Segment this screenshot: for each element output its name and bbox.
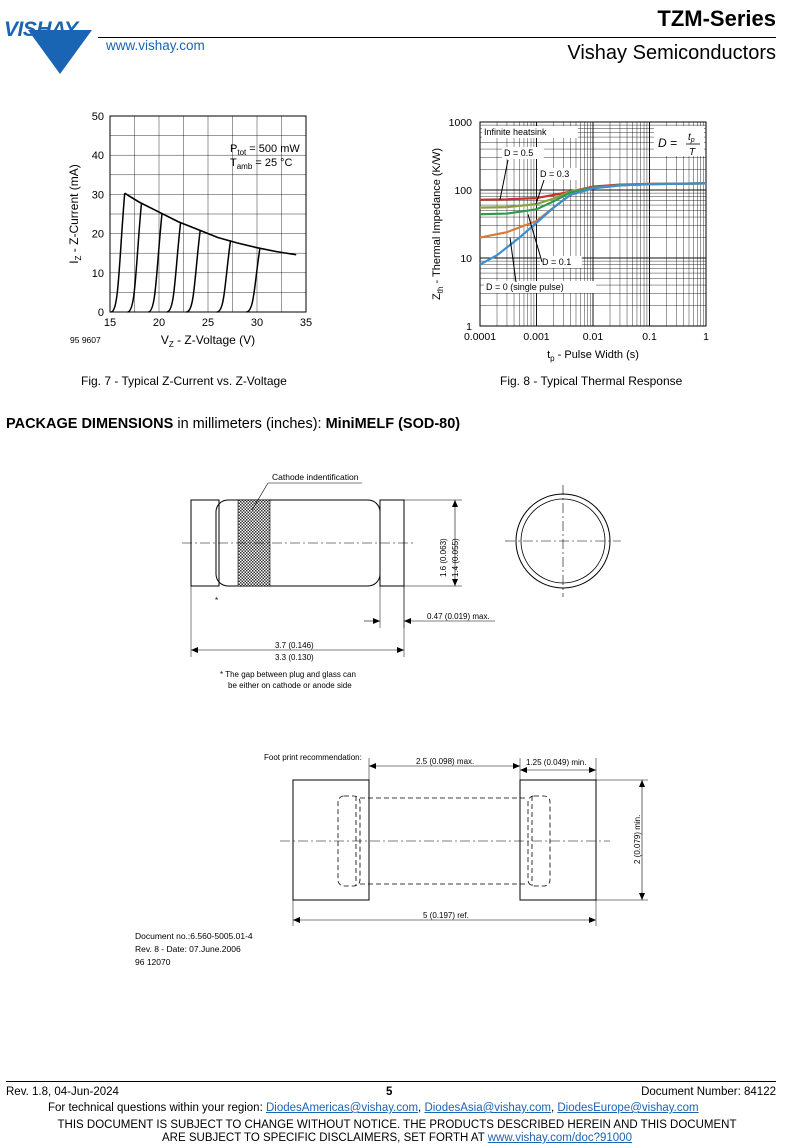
fig7-y-tick: 0 (97, 307, 104, 319)
fig8-caption: Fig. 8 - Typical Thermal Response (500, 374, 683, 388)
logo-text: VISHAY. (4, 18, 82, 41)
fig7-x-tick: 35 (299, 317, 313, 329)
dim-diameter-max: 1.6 (0.063) (439, 538, 448, 577)
gap-star: * (215, 596, 219, 605)
fig8-x-tick: 0.0001 (463, 331, 497, 343)
dim-diameter-min: 1.4 (0.055) (451, 538, 460, 577)
fig8-x-tick: 0.001 (523, 331, 550, 343)
right-pad (520, 780, 596, 900)
footprint-label: Foot print recommendation: (264, 753, 362, 762)
series-title: TZM-Series (657, 6, 776, 31)
fig7-x-tick: 15 (103, 317, 117, 329)
fig8-y-tick: 1000 (448, 117, 472, 129)
fig7-y-label: $I_Z$ - Z-Current (mA) (67, 164, 83, 264)
fig7-y-tick: 50 (91, 111, 104, 123)
disclaimer-text: ARE SUBJECT TO SPECIFIC DISCLAIMERS, SET FORTH AT (162, 1132, 488, 1144)
fig8-label-heatsink: Infinite heatsink (484, 127, 547, 137)
fig8-formula-lhs: D = (658, 136, 678, 150)
fig7-zener-curve (217, 240, 231, 312)
dim-pad-height: 2 (0.079) min. (633, 814, 642, 864)
fig7-power-curve (125, 193, 297, 255)
fig7-chart (58, 104, 318, 354)
package-title (6, 416, 460, 432)
fig7-zener-curve (246, 248, 260, 312)
left-pad (293, 780, 369, 900)
package-drawing (180, 465, 630, 700)
fig8-label-d03: D = 0.3 (540, 169, 570, 179)
gap-note-line1: * The gap between plug and glass can (220, 670, 356, 679)
fig8-label-d05: D = 0.5 (504, 148, 534, 158)
footer-revision: Rev. 1.8, 04-Jun-2024 (6, 1086, 119, 1098)
fig8-y-tick: 1 (466, 321, 472, 333)
fig8-label-d0: D = 0 (single pulse) (486, 282, 564, 292)
footer-rule (6, 1081, 776, 1082)
fig7-x-label: $V_Z$ - Z-Voltage (V) (160, 333, 256, 349)
email-asia-link[interactable]: DiodesAsia@vishay.com (424, 1102, 551, 1114)
package-title-units: in millimeters (inches): (173, 416, 326, 432)
fig8-formula-den: T (689, 147, 696, 158)
package-title-bold: PACKAGE DIMENSIONS (6, 416, 174, 432)
fig7-caption: Fig. 7 - Typical Z-Current vs. Z-Voltage (81, 374, 287, 388)
fig7-annotation-ptot: $P_{tot} = 500$ mW (230, 143, 300, 157)
fig7-zener-curve (186, 230, 200, 312)
fig7-y-tick: 10 (91, 267, 104, 280)
sep2: , (550, 1102, 558, 1114)
footer-doc-number: Document Number: 84122 (641, 1086, 776, 1098)
fig8-x-tick: 0.01 (582, 331, 604, 343)
fig8-label-d01: D = 0.1 (542, 257, 572, 267)
fig8-x-tick: 1 (703, 331, 709, 343)
fig8-y-label: $Z_{th}$ - Thermal Impedance (K/W) (431, 148, 445, 300)
disclaimer-line1: THIS DOCUMENT IS SUBJECT TO CHANGE WITHOUT NOTICE. THE PRODUCTS DESCRIBED HEREIN AND THIS DOCUMENT (57, 1119, 737, 1131)
fig7-y-tick: 30 (91, 189, 104, 202)
fig7-zener-curve (111, 193, 125, 312)
questions-text: For technical questions within your region: (48, 1102, 266, 1114)
fig7-y-tick: 40 (91, 150, 104, 163)
dim-pad-gap: 2.5 (0.098) max. (416, 757, 475, 766)
dim-total-length: 5 (0.197) ref. (423, 911, 469, 920)
fig7-zener-curve (167, 223, 181, 312)
website-link[interactable]: www.vishay.com (106, 38, 205, 53)
fig8-x-label: $t_p$ - Pulse Width (s) (547, 349, 639, 363)
fig7-x-tick: 20 (152, 317, 166, 329)
dim-endcap: 0.47 (0.019) max. (427, 612, 490, 621)
fig8-y-tick: 100 (454, 185, 472, 197)
doc-revision: Rev. 8 - Date: 07.June.2006 (135, 944, 241, 954)
fig8-x-tick: 0.1 (642, 331, 657, 343)
fig7-x-tick: 25 (201, 317, 215, 329)
doc-number-drawing: Document no.:6.560-5005.01-4 (135, 931, 253, 941)
dim-length-max: 3.7 (0.146) (275, 641, 314, 650)
dim-length-min: 3.3 (0.130) (275, 653, 314, 662)
sep1: , (418, 1102, 425, 1114)
package-title-name: MiniMELF (SOD-80) (325, 416, 461, 432)
fig8-y-tick: 10 (460, 253, 472, 265)
footer-questions (48, 1102, 699, 1114)
fig8-chart (424, 108, 724, 368)
fig7-annotation-tamb: $T_{amb} = 25$ °C (230, 157, 293, 171)
fig8-leader-d0 (510, 238, 516, 282)
gap-note-line2: be either on cathode or anode side (228, 681, 352, 690)
fig7-x-tick: 30 (250, 317, 264, 329)
email-americas-link[interactable]: DiodesAmericas@vishay.com (265, 1102, 419, 1114)
disclaimer-link[interactable]: www.vishay.com/doc?91000 (487, 1132, 632, 1144)
page-number: 5 (386, 1086, 393, 1098)
fig7-y-tick: 20 (91, 228, 104, 241)
email-europe-link[interactable]: DiodesEurope@vishay.com (557, 1102, 699, 1114)
fig8-formula-num: $t_p$ (688, 132, 695, 144)
fig7-code: 95 9607 (70, 335, 101, 345)
cathode-label: Cathode indentification (272, 472, 359, 482)
disclaimer-line2 (0, 1132, 794, 1144)
dim-pad-width: 1.25 (0.049) min. (526, 758, 587, 767)
doc-code: 96 12070 (135, 957, 171, 967)
fig7-zener-curve (148, 214, 162, 312)
company-name: Vishay Semiconductors (567, 42, 776, 64)
